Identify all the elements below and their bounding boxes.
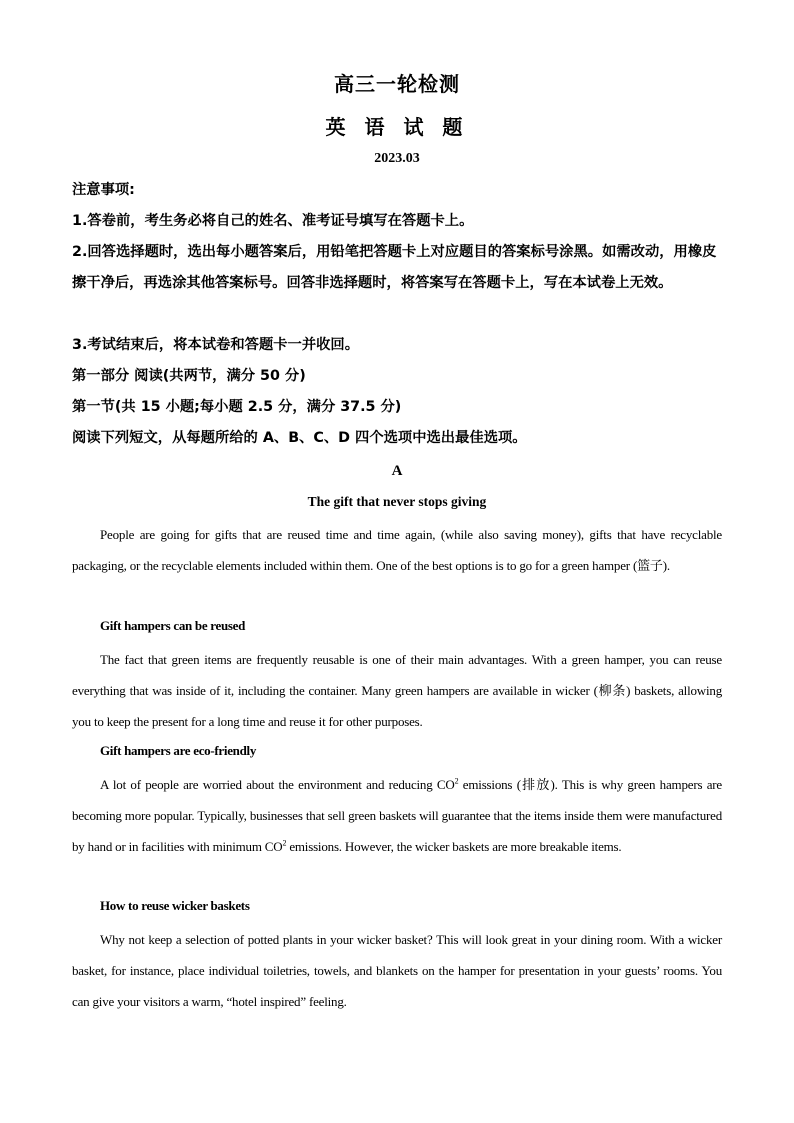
exam-title: 高三一轮检测 — [334, 72, 460, 96]
paragraph-3-part-b: emissions (排放). This is why green hampers are becoming more popular. Typically, businesses that sell green baskets will guarantee that the items inside them were manufactured by hand or in facilities with minimum CO — [72, 777, 722, 854]
paragraph-1: People are going for gifts that are reused time and time again, (while also saving money), gifts that have recyclable packaging, or the recyclable elements included within them. One of the best options is to go for a green hamper (篮子). — [72, 527, 722, 573]
notice-heading: 注意事项: — [72, 182, 135, 198]
notice-item-3: 3.考试结束后，将本试卷和答题卡一并收回。 — [72, 337, 360, 353]
part-heading: 第一部分 阅读(共两节，满分 50 分) — [72, 368, 306, 384]
reading-instruction: 阅读下列短文，从每题所给的 A、B、C、D 四个选项中选出最佳选项。 — [72, 430, 527, 446]
passage-title: The gift that never stops giving — [307, 494, 487, 509]
paragraph-2: The fact that green items are frequently reusable is one of their main advantages. With a green hamper, you can reuse everything that was inside of it, including the container. Many green hampers are available in wicker (柳条) baskets, allowing you to keep the present for a long time and reuse it for other purposes. — [72, 652, 722, 729]
passage-label: A — [391, 463, 403, 479]
paragraph-4: Why not keep a selection of potted plants in your wicker basket? This will look great in your dining room. With a wicker basket, for instance, place individual toiletries, towels, and blankets on the hamper for presentation in your guests’ rooms. You can give your visitors a warm, “hotel inspired” feeling. — [72, 932, 722, 1009]
exam-page — [72, 0, 722, 1123]
subheading-reuse: Gift hampers can be reused — [100, 618, 246, 633]
paragraph-3-part-c: emissions. However, the wicker baskets are more breakable items. — [286, 839, 622, 854]
subheading-how-to: How to reuse wicker baskets — [100, 898, 250, 913]
co2-subscript-1: 2 — [454, 776, 459, 786]
notice-item-2: 2.回答选择题时，选出每小题答案后，用铅笔把答题卡上对应题目的答案标号涂黑。如需改动，用橡皮擦干净后，再选涂其他答案标号。回答非选择题时，将答案写在答题卡上，写在本试卷上无效。 — [72, 244, 717, 291]
paragraph-3 — [72, 769, 722, 862]
exam-date: 2023.03 — [374, 151, 420, 166]
co2-subscript-2: 2 — [282, 838, 287, 848]
section-heading: 第一节(共 15 小题;每小题 2.5 分，满分 37.5 分) — [72, 399, 402, 415]
notice-item-1: 1.答卷前，考生务必将自己的姓名、准考证号填写在答题卡上。 — [72, 213, 474, 229]
subject-title: 英 语 试 题 — [325, 115, 469, 139]
paragraph-3-part-a: A lot of people are worried about the environment and reducing CO — [100, 777, 455, 792]
subheading-eco: Gift hampers are eco-friendly — [100, 743, 257, 758]
